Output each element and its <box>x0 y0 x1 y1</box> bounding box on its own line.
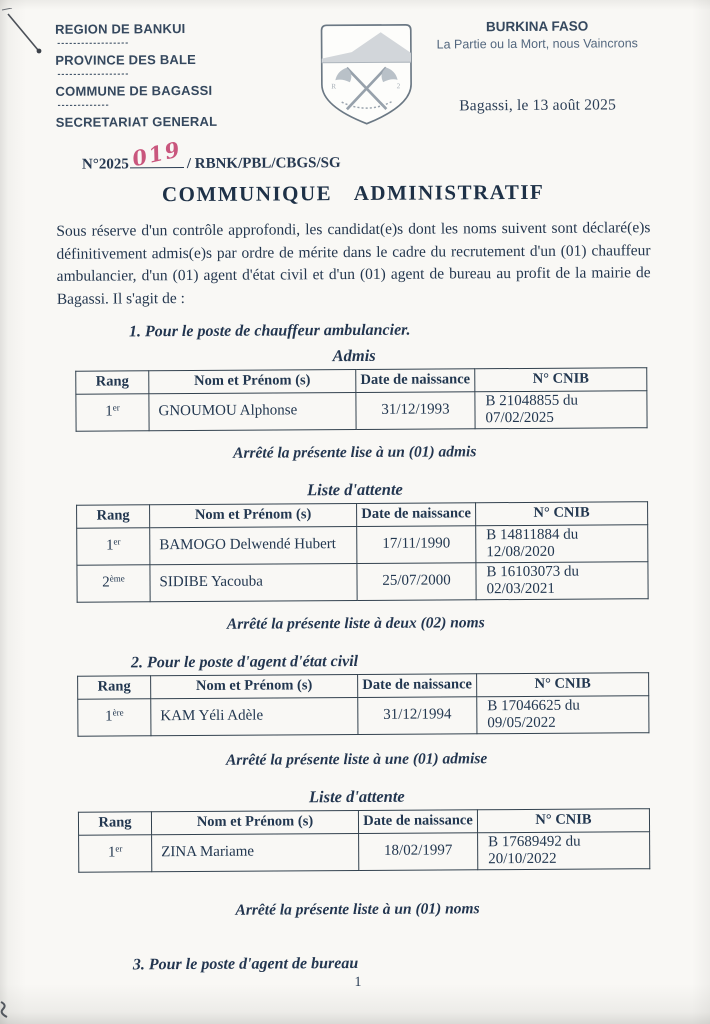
table-row <box>78 696 649 736</box>
col-rank: Rang <box>78 812 151 835</box>
table-row <box>77 525 648 565</box>
national-motto: La Partie ou la Mort, nous Vaincrons <box>436 36 638 52</box>
svg-text:R: R <box>331 82 337 91</box>
cell-dob: 17/11/1990 <box>357 526 476 564</box>
col-dob: Date de naissance <box>358 674 477 698</box>
place-and-date: Bagassi, le 13 août 2025 <box>459 96 617 115</box>
table-row <box>77 562 648 602</box>
reference-line <box>81 136 650 173</box>
country-name: BURKINA FASO <box>485 18 589 35</box>
region-label: REGION DE BANKUI <box>55 21 186 37</box>
document-header <box>55 18 650 137</box>
separator-dashes: ------------------ <box>57 68 130 79</box>
cell-name: BAMOGO Delwendé Hubert <box>150 526 357 564</box>
table-header-row <box>78 809 649 835</box>
cell-rank: 2ème <box>77 565 150 602</box>
section-3-heading: 3. Pour le poste d'agent de bureau <box>132 954 359 974</box>
table-row <box>76 391 647 431</box>
document-title: COMMUNIQUE ADMINISTRATIF <box>161 179 545 207</box>
separator-dashes: ------------------ <box>57 37 130 48</box>
commune-label: COMMUNE DE BAGASSI <box>55 82 213 99</box>
cell-cnib: B 21048855 du 07/02/2025 <box>475 391 647 429</box>
liste-attente-label: Liste d'attente <box>308 786 405 807</box>
col-rank: Rang <box>76 371 149 394</box>
cell-rank: 1er <box>76 394 149 431</box>
col-cnib: N° CNIB <box>475 368 647 392</box>
table-header-row <box>78 673 649 699</box>
cell-name: KAM Yéli Adèle <box>151 697 358 735</box>
separator-dashes: ------------- <box>57 99 110 110</box>
cell-dob: 18/02/1997 <box>359 833 478 871</box>
reference-suffix: / RBNK/PBL/CBGS/SG <box>186 155 341 173</box>
admis-label: Admis <box>332 345 376 366</box>
section-2-heading: 2. Pour le poste d'agent d'état civil <box>130 652 359 672</box>
cell-name: ZINA Mariame <box>152 833 359 871</box>
section-1-heading: 1. Pour le poste de chauffeur ambulancier. <box>128 321 411 341</box>
coat-of-arms-icon <box>314 20 419 136</box>
handwritten-reference-number: 019 <box>129 136 184 172</box>
reference-blank-underline <box>129 136 184 172</box>
secretariat-label: SECRETARIAT GENERAL <box>55 113 218 130</box>
table-row <box>79 831 650 871</box>
emblem-container <box>307 20 426 136</box>
closing-note: Arrêté la présente lise à un (01) admis <box>233 443 477 462</box>
cell-cnib: B 14811884 du 12/08/2020 <box>476 525 648 563</box>
paper-edge-mark <box>0 1000 10 1024</box>
col-name: Nom et Prénom (s) <box>151 674 358 698</box>
cell-rank: 1er <box>79 834 152 871</box>
cell-dob: 31/12/1994 <box>358 697 477 735</box>
col-cnib: N° CNIB <box>477 809 649 833</box>
issuing-authority-block <box>55 20 308 130</box>
results-table-attente-1 <box>76 501 649 602</box>
col-dob: Date de naissance <box>358 810 477 834</box>
col-dob: Date de naissance <box>357 503 476 527</box>
reference-prefix: N°2025 <box>81 156 129 173</box>
closing-note: Arrêté la présente liste à un (01) noms <box>235 899 480 919</box>
cell-rank: 1ère <box>78 699 151 736</box>
cell-name: SIDIBE Yacouba <box>150 563 357 601</box>
closing-note: Arrêté la présente liste à une (01) admise <box>225 750 488 769</box>
col-dob: Date de naissance <box>356 369 475 393</box>
province-label: PROVINCE DES BALE <box>55 51 197 68</box>
cell-dob: 31/12/1993 <box>356 392 475 430</box>
country-block <box>425 18 650 115</box>
col-cnib: N° CNIB <box>476 502 648 526</box>
cell-name: GNOUMOU Alphonse <box>149 392 356 430</box>
cell-rank: 1er <box>77 528 150 565</box>
col-cnib: N° CNIB <box>477 673 649 697</box>
cell-dob: 25/07/2000 <box>357 563 476 601</box>
col-rank: Rang <box>77 505 150 528</box>
closing-note: Arrêté la présente liste à deux (02) noms <box>226 614 485 633</box>
col-name: Nom et Prénom (s) <box>151 810 358 834</box>
cell-cnib: B 17689492 du 20/10/2022 <box>478 831 650 869</box>
results-table-admis-2 <box>77 672 649 736</box>
cell-cnib: B 17046625 du 09/05/2022 <box>477 696 649 734</box>
results-table-attente-2 <box>78 808 650 872</box>
liste-attente-label: Liste d'attente <box>307 479 403 500</box>
col-name: Nom et Prénom (s) <box>150 503 357 527</box>
svg-text:2: 2 <box>396 82 401 91</box>
cell-cnib: B 16103073 du 02/03/2021 <box>476 562 648 600</box>
intro-paragraph: Sous réserve d'un contrôle approfondi, les candidat(e)s dont les noms suivent sont déclaré(e)s définitivement admis(e)s par ordre de mérite dans le cadre du recrutement d'un (01) chauffeur ambulancier, d'un (01) agent d'état civil et d'un (01) agent de bureau au profit de la mairie de Bagassi. Il s'agit de : <box>56 219 651 308</box>
col-name: Nom et Prénom (s) <box>149 369 356 393</box>
col-rank: Rang <box>78 676 151 699</box>
results-table-admis-1 <box>75 367 647 431</box>
page-number: 1 <box>354 974 362 990</box>
